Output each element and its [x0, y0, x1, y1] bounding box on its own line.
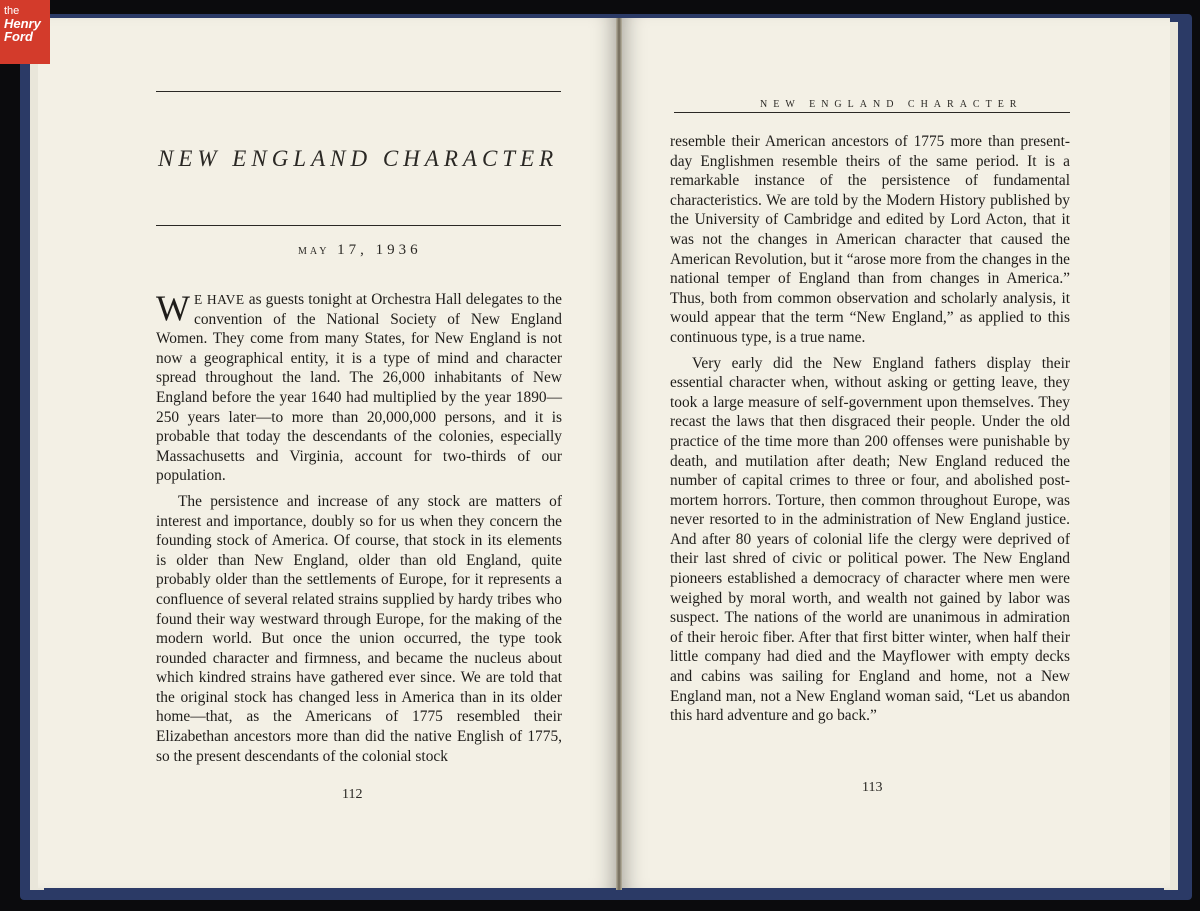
- logo-henry: Henry: [4, 16, 41, 31]
- page-number-right: 113: [862, 780, 883, 795]
- running-head: NEW ENGLAND CHARACTER: [760, 99, 1023, 110]
- right-page: [622, 18, 1170, 888]
- right-body-text: [670, 132, 1070, 726]
- chapter-title: NEW ENGLAND CHARACTER: [158, 146, 559, 171]
- title-bottom-rule: [156, 225, 561, 226]
- page-number-left: 112: [342, 787, 363, 802]
- henry-ford-logo: [0, 0, 50, 64]
- date-month: MAY: [298, 246, 330, 257]
- left-page: [38, 18, 616, 888]
- right-paragraph-1: resemble their American ancestors of 1775 more than present-day Englishmen resemble theirs of the same period. It is a remarkable instance of the persistence of fundamental characteristics. We are told by the Modern History published by the University of Cambridge and edited by Lord Acton, that it was not the changes in American character that caused the American Revolution, but it “arose more from the changes in the national temper of England than from changes in America.” Thus, both from common observation and scholarly analysis, it would appear that the term “New England,” as applied to this continuous type, is a true name.: [670, 133, 1070, 346]
- lead-in: E HAVE: [193, 292, 245, 307]
- left-paragraph-1-text: as guests tonight at Orchestra Hall delegates to the convention of the National Society of New England Women. They come from many States, for New England is not now a geographical entity, it is a type of mind and character spread throughout the land. The 26,000 inhabitants of New England before the year 1640 had multiplied by the year 1890—250 years later—to more than 20,000,000 persons, and it is probable that today the descendants of the colonies, especially Massachusetts and Virginia, account for two-thirds of our population.: [156, 291, 562, 485]
- left-paragraph-1: [156, 290, 562, 486]
- right-paragraph-2: Very early did the New England fathers display their essential character when, without asking or getting leave, they took a large measure of self-government upon themselves. They recast the laws that then disgraced their people. Under the old practice of the time more than 200 offenses were punishable by death, and mutilation after death; New England reduced the number of capital crimes to three or four, and abolished post-mortem horrors. Torture, then common throughout Europe, was never resorted to in the administration of New England justice. And after 80 years of colonial life the clergy were deprived of their last shred of civic or political power. The New England pioneers established a democracy of character where men were weighed by moral worth, and wealth not gained by labor was suspect. The nations of the world are unanimous in admiration of their heroic fiber. After that first bitter winter, when half their little company had died and the Mayflower with empty decks and cabins was sailing for England and home, not a New England man, not a New England woman said, “Let us abandon this hard adventure and go back.”: [670, 354, 1070, 725]
- left-paragraph-2: The persistence and increase of any stock are matters of interest and importance, doubly so for us when they concern the founding stock of America. Of course, that stock in its elements is older than New England, older than old England, quite probably older than the settlements of Europe, for it represents a confluence of several related strains supplied by hardy tribes who found their way westward through Europe, for the making of the modern world. But once the union occurred, the type took rounded character and firmness, and became the nucleus about which kindred strains have gathered ever since. We are told that the original stock has changed less in America than in its older home—that, as the Americans of 1775 resembled their Elizabethan ancestors more than did the native English of 1775, so the present descendants of the colonial stock: [156, 492, 562, 765]
- chapter-date: [298, 242, 422, 259]
- drop-cap: W: [156, 288, 190, 328]
- logo-ford: Ford: [4, 29, 33, 44]
- running-head-rule: [674, 112, 1070, 113]
- date-day-year: 17, 1936: [337, 242, 422, 258]
- title-top-rule: [156, 91, 561, 92]
- logo-the: the: [4, 5, 20, 17]
- left-body-text: [156, 290, 562, 766]
